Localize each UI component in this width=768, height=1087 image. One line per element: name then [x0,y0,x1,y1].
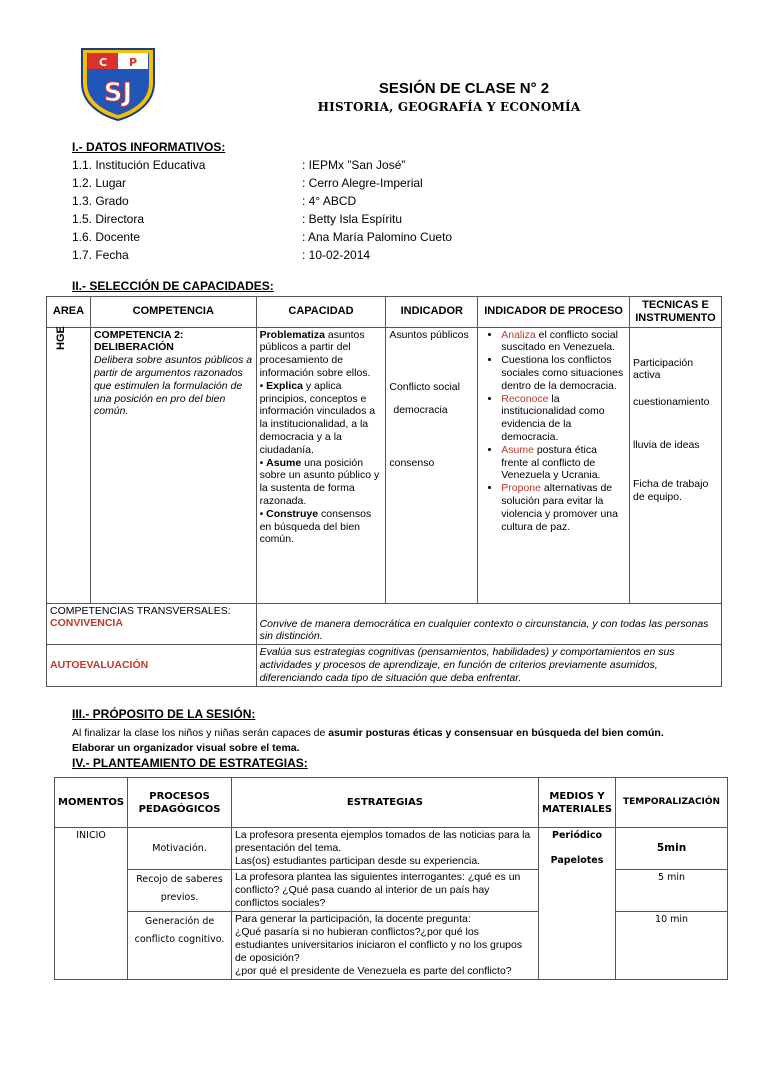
tecnica-item: cuestionamiento [632,396,710,409]
table-row [47,603,722,645]
datos-key: 1.5. Directora [72,212,145,226]
capacidad-text: una posición sobre un asunto público y la sustenta de forma razonada. [259,456,380,507]
proceso-text: la institucionalidad como evidencia de la democracia. [501,392,605,443]
course-subtitle: HISTORIA, GEOGRAFÍA Y ECONOMÍA [317,100,581,114]
estrategia-cell: Para generar la participación, la docente pregunta: ¿Qué pasaría si no hubieran conflictos?¿por qué los estudiantes universitarios iniciaron el conflicto y no los grupos de oposición? ¿por qué el presidente de Venezuela es parte del conflicto? [231,912,538,980]
medio-item: Periódico [551,830,603,841]
proceso-verb: Analiza [501,328,536,341]
competencia-title: COMPETENCIA 2: [93,328,184,341]
transversales-cell [47,603,257,645]
tecnica-item: Ficha de trabajo de equipo. [632,477,709,503]
momento-cell: INICIO [55,828,128,980]
list-item [501,329,626,355]
col-header-competencia: COMPETENCIA [90,297,256,328]
estrategia-cell: La profesora presenta ejemplos tomados de las noticias para la presentación del tema. Las(os) estudiantes participan desde su experiencia. [231,828,538,870]
tecnicas-cell [629,327,721,603]
capacidades-table [46,296,722,687]
autoeval-text: Evalúa sus estrategias cognitivas (pensamientos, habilidades) y comportamientos en sus actividades y procesos de aprendizaje, en función de criterios previamente asumidos, diferenciando cada tipo de situación que deba enfrentar. [256,645,721,686]
session-title: SESIÓN DE CLASE N° 2 [378,80,550,97]
proceso-cell: Motivación. [128,828,232,870]
proceso-text: postura ética frente al conflicto de Venezuela y Ucrania. [501,443,601,482]
indicador-item: Asuntos públicos [389,328,469,341]
col-header-indicador-proceso: INDICADOR DE PROCESO [478,297,630,328]
tiempo-cell: 5min [616,828,728,870]
col-header-medios: MEDIOS Y MATERIALES [538,778,615,828]
capacidad-verb: Construye [266,507,319,520]
col-header-temporalizacion: TEMPORALIZACIÓN [616,778,728,828]
proceso-verb: Reconoce [501,392,549,405]
proposito-line: Elaborar un organizador visual sobre el tema. [72,742,300,754]
table-header-row [47,297,722,328]
estrategia-cell: La profesora plantea las siguientes interrogantes: ¿qué es un conflicto? ¿Qué pasa cuando al interior de un país hay conflictos sociales? [231,870,538,912]
proceso-verb: Propone [501,482,541,495]
estrategias-table [54,777,728,980]
competencia-cell [90,327,256,603]
proceso-cell [478,327,630,603]
capacidad-cell [256,327,386,603]
datos-value: : Cerro Alegre-Imperial [302,176,423,190]
proposito-goal: asumir posturas éticas y consensuar en búsqueda del bien común. [328,727,664,739]
medio-item: Papelotes [550,855,604,866]
proposito-line [72,726,742,741]
capacidad-item: • Asume una posición sobre un asunto público y la sustenta de forma razonada. [259,456,380,507]
datos-key: 1.7. Fecha [72,248,129,262]
datos-key: 1.1. Institución Educativa [72,158,206,172]
area-cell [47,327,91,603]
table-row [55,870,728,912]
datos-row [72,228,452,246]
datos-value: : IEPMx ”San José” [302,158,406,172]
capacidad-text: y aplica principios, conceptos e información vinculados a la institucionalidad, a la democracia y a la ciudadanía. [259,379,376,456]
datos-row [72,192,452,210]
datos-value: : Betty Isla Espíritu [302,212,403,226]
proposito-intro: Al finalizar la clase los niños y niñas serán capaces de [72,727,329,739]
tecnica-item: Participación activa [632,356,694,382]
table-row [47,645,722,686]
capacidad-item: • Explica y aplica principios, conceptos e información vinculados a la institucionalidad, a la democracia y a la ciudadanía. [259,379,376,456]
competencia-name: DELIBERACIÓN [93,341,174,354]
col-header-tecnicas: TECNICAS E INSTRUMENTO [629,297,721,328]
datos-value: : Ana María Palomino Cueto [302,230,453,244]
datos-value: : 4° ABCD [302,194,357,208]
tiempo-cell: 10 min [616,912,728,980]
tecnica-item: lluvia de ideas [632,438,700,451]
proceso-cell: Recojo de saberes previos. [128,870,232,912]
convivencia-text: Convive de manera democrática en cualquier contexto o circunstancia, y con todas las personas sin distinción. [256,603,721,645]
capacidad-verb: Asume [266,456,302,469]
proceso-text: alternativas de solución para evitar la violencia y promover una cultura de paz. [501,482,618,533]
competencia-desc: Delibera sobre asuntos públicos a partir de argumentos razonados que estimulen la formulación de una posición en pro del bien común. [93,354,253,418]
col-header-indicador: INDICADOR [386,297,478,328]
capacidades-heading: II.- SELECCIÓN DE CAPACIDADES: [72,279,274,293]
capacidad-item: • Construye consensos en búsqueda del bien común. [259,507,372,546]
datos-row [72,246,452,264]
list-item [501,393,626,444]
col-header-capacidad: CAPACIDAD [256,297,386,328]
col-header-procesos: PROCESOS PEDAGÓGICOS [128,778,232,828]
proceso-text: el conflicto social suscitado en Venezuela. [501,328,618,354]
transversales-label: COMPETENCIAS TRANSVERSALES: [50,604,231,617]
indicador-cell [386,327,478,603]
capacidad-text: consensos en búsqueda del bien común. [259,507,372,546]
datos-key: 1.6. Docente [72,230,141,244]
convivencia-label: CONVIVENCIA [50,617,123,630]
indicador-item: Conflicto social [389,381,460,394]
list-item [501,482,626,533]
datos-list [72,156,452,264]
area-label: HGE [55,325,67,350]
list-item [501,354,626,392]
medios-cell [538,828,615,980]
datos-key: 1.3. Grado [72,194,129,208]
col-header-area: AREA [47,297,91,328]
svg-text:P: P [128,56,138,69]
table-row [47,327,722,603]
svg-text:SJ: SJ [103,78,133,108]
col-header-momentos: MOMENTOS [55,778,128,828]
table-row [55,828,728,870]
table-header-row [55,778,728,828]
proposito-heading: III.- PRÓPOSITO DE LA SESIÓN: [72,707,256,721]
tiempo-cell: 5 min [616,870,728,912]
list-item [501,444,626,482]
capacidad-text: asuntos públicos a partir del procesamiento de información sobre ellos. [259,328,371,379]
proceso-cell: Generación de conflicto cognitivo. [128,912,232,980]
table-row [55,912,728,980]
autoeval-label: AUTOEVALUACIÓN [47,645,257,686]
capacidad-verb: Problematiza [259,328,325,341]
indicador-item: democracia [393,404,448,417]
proceso-list [481,329,626,534]
datos-row [72,156,452,174]
proceso-text: Cuestiona los conflictos sociales como situaciones dentro de la democracia. [501,354,624,392]
estrategias-heading: IV.- PLANTEAMIENTO DE ESTRATEGIAS: [72,756,308,770]
indicador-item: consenso [389,456,435,469]
capacidad-verb: Explica [266,379,303,392]
datos-key: 1.2. Lugar [72,176,127,190]
capacidad-item [260,329,383,380]
proceso-verb: Asume [501,443,534,456]
datos-row [72,210,452,228]
col-header-estrategias: ESTRATEGIAS [231,778,538,828]
proposito-text [72,726,742,756]
datos-heading: I.- DATOS INFORMATIVOS: [72,140,226,154]
svg-text:C: C [98,56,108,69]
datos-row [72,174,452,192]
datos-value: : 10-02-2014 [302,248,371,262]
